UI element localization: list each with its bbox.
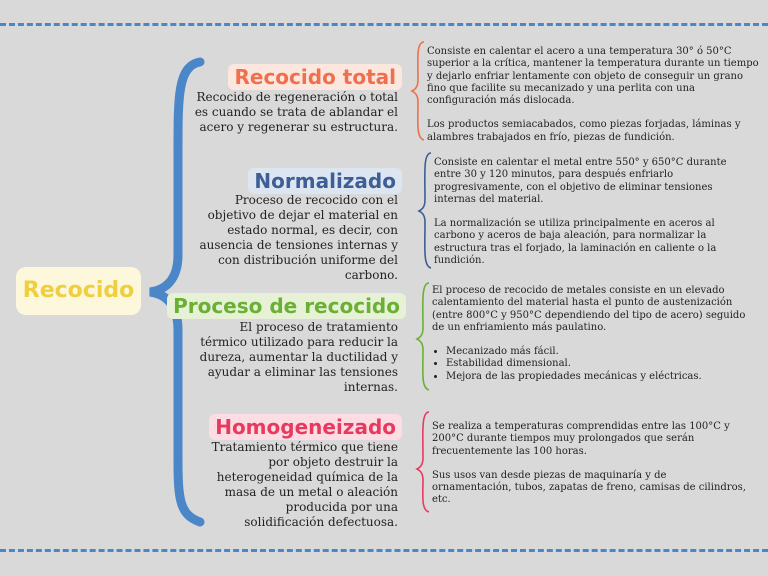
summary-homogeneizado: Tratamiento térmico que tiene por objeto destruir la heterogeneidad química de la masa de un metal o aleación producida por una solidificación defectuosa.: [211, 440, 398, 529]
detail-paragraph: La normalización se utiliza principalmente en aceros al carbono y aceros de baja aleación, para normalizar la estructura tras el forjado, la laminación en caliente o la fundición.: [434, 218, 717, 267]
main-title: Recocido: [16, 267, 141, 315]
bracket-homogeneizado: [417, 412, 429, 512]
top-dashed-divider: [0, 23, 768, 26]
bracket-recocido-total: [412, 42, 424, 140]
list-item: • Mecanizado más fácil.: [446, 346, 752, 358]
heading-normalizado: Normalizado: [248, 168, 402, 194]
detail-proceso-de-recocido: [432, 285, 752, 383]
bracket-normalizado: [419, 153, 431, 268]
detail-paragraph: Consiste en calentar el metal entre 550° y 650°C durante entre 30 y 120 minutos, para después enfriarlo progresivamente, con el objetivo de eliminar tensiones internas del material.: [434, 157, 727, 205]
benefits-list: [432, 346, 752, 383]
detail-paragraph: El proceso de recocido de metales consiste en un elevado calentamiento del material hasta el punto de austenización (entre 800°C y 950°C dependiendo del tipo de acero) seguido de un enfriamiento más paulatino.: [432, 285, 746, 333]
bracket-proceso: [417, 283, 429, 390]
heading-proceso-de-recocido: Proceso de recocido: [167, 293, 406, 319]
summary-proceso-de-recocido: El proceso de tratamiento térmico utilizado para reducir la dureza, aumentar la ductilidad y ayudar a eliminar las tensiones internas.: [199, 320, 398, 394]
detail-paragraph: Los productos semiacabados, como piezas forjadas, láminas y alambres trabajados en frío, piezas de fundición.: [427, 119, 741, 143]
heading-homogeneizado: Homogeneizado: [209, 414, 402, 440]
detail-paragraph: Se realiza a temperaturas comprendidas entre las 100°C y 200°C durante tiempos muy prolongados que serán frecuentemente las 100 horas.: [432, 421, 730, 457]
detail-normalizado: [434, 157, 734, 267]
summary-normalizado: Proceso de recocido con el objetivo de dejar el material en estado normal, es decir, con ausencia de tensiones internas y con distribución uniforme del carbono.: [199, 193, 398, 282]
bottom-dashed-divider: [0, 549, 768, 552]
summary-recocido-total: Recocido de regeneración o total es cuando se trata de ablandar el acero y regenerar su estructura.: [194, 90, 398, 134]
detail-recocido-total: [427, 46, 762, 144]
list-item: • Mejora de las propiedades mecánicas y eléctricas.: [446, 371, 752, 383]
detail-homogeneizado: [432, 421, 747, 507]
detail-paragraph: Consiste en calentar el acero a una temperatura 30° ó 50°C superior a la crítica, mantener la temperatura durante un tiempo y dejarlo enfriar lentamente con objeto de conseguir un grano fino que facilite su mecanizado y una perlita con una configuración más dislocada.: [427, 46, 759, 107]
detail-paragraph: Sus usos van desde piezas de maquinaría y de ornamentación, tubos, zapatas de freno, camisas de cilindros, etc.: [432, 469, 746, 506]
heading-recocido-total: Recocido total: [228, 64, 402, 90]
list-item: • Estabilidad dimensional.: [446, 358, 752, 370]
